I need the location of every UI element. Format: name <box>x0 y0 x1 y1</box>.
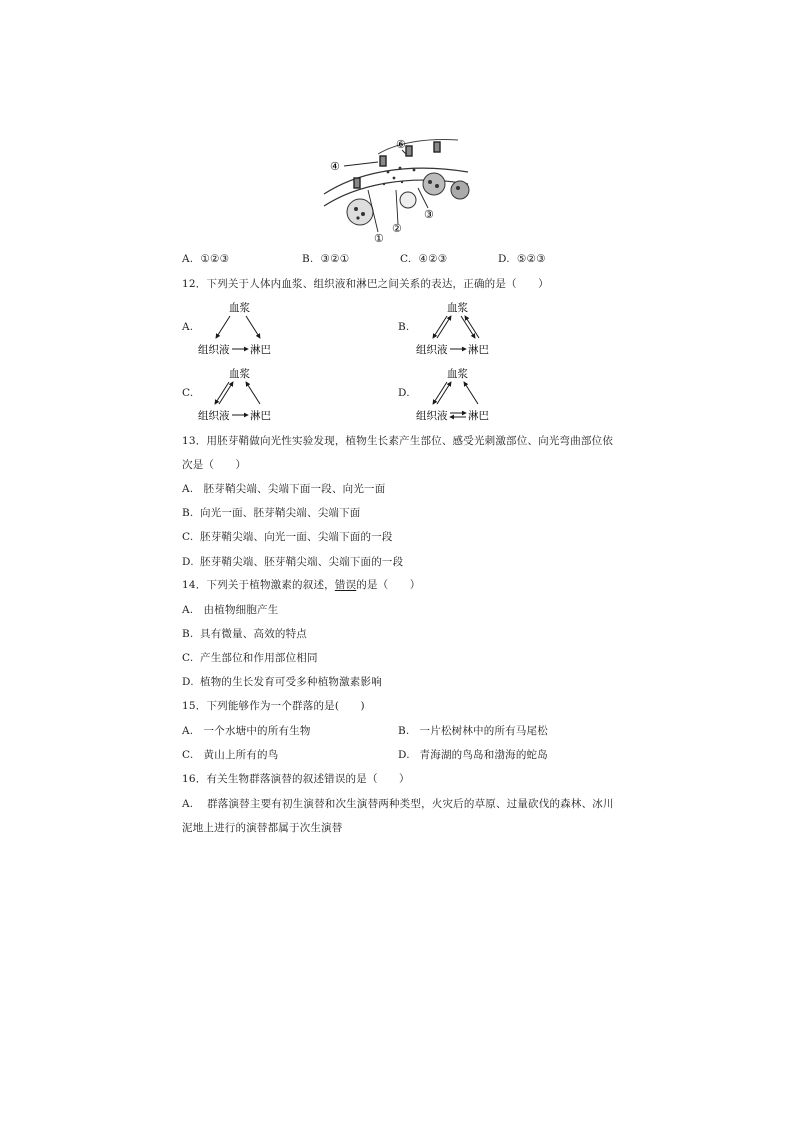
marker-4: ④ <box>330 160 340 173</box>
q13-stem-line2: 次是（ ） <box>182 459 247 471</box>
q14-option-a: A. 由植物细胞产生 <box>182 604 279 616</box>
q12-b-tissue-fluid: 组织液 <box>416 344 448 356</box>
q12-option-d-letter: D. <box>398 387 410 399</box>
q12-option-c-letter: C. <box>182 387 194 399</box>
q12-d-tissue-fluid: 组织液 <box>416 410 448 422</box>
q15-option-b: B. 一片松树林中的所有马尾松 <box>398 725 548 737</box>
marker-1: ① <box>374 232 384 244</box>
q12-stem: 12．下列关于人体内血浆、组织液和淋巴之间关系的表达，正确的是（ ） <box>182 278 549 290</box>
q11-option-b: B. ③②① <box>302 253 350 265</box>
q12-a-tissue-fluid: 组织液 <box>198 344 230 356</box>
synapse-figure <box>318 132 470 244</box>
q12-b-plasma: 血浆 <box>447 302 468 314</box>
q12-diagram-d <box>414 364 504 426</box>
marker-2: ② <box>392 222 402 235</box>
q12-diagram-c <box>196 364 286 426</box>
q12-c-tissue-fluid: 组织液 <box>198 410 230 422</box>
q12-option-a-letter: A. <box>182 321 194 333</box>
q12-c-plasma: 血浆 <box>229 368 250 380</box>
q12-d-lymph: 淋巴 <box>468 410 489 422</box>
q16-stem: 16．有关生物群落演替的叙述错误的是（ ） <box>182 773 410 785</box>
q12-d-plasma: 血浆 <box>447 368 468 380</box>
q12-c-lymph: 淋巴 <box>250 410 271 422</box>
q11-option-d: D. ⑤②③ <box>498 253 546 265</box>
q12-diagram-b <box>414 298 504 360</box>
q14-option-b: B. 具有微量、高效的特点 <box>182 628 307 640</box>
q13-option-a: A. 胚芽鞘尖端、尖端下面一段、向光一面 <box>182 483 386 495</box>
q14-option-d: D. 植物的生长发育可受多种植物激素影响 <box>182 676 382 688</box>
q12-a-lymph: 淋巴 <box>250 344 271 356</box>
q13-option-d: D. 胚芽鞘尖端、胚芽鞘尖端、尖端下面的一段 <box>182 556 404 568</box>
q13-option-c: C. 胚芽鞘尖端、向光一面、尖端下面的一段 <box>182 531 393 543</box>
q12-a-plasma: 血浆 <box>229 302 250 314</box>
q11-option-a: A. ①②③ <box>182 253 230 265</box>
q15-option-c: C. 黄山上所有的鸟 <box>182 749 279 761</box>
q12-option-b-letter: B. <box>398 321 410 333</box>
q15-option-d: D. 青海湖的鸟岛和渤海的蛇岛 <box>398 749 548 761</box>
q16-option-a-line1: A. 群落演替主要有初生演替和次生演替两种类型，火灾后的草原、过量砍伐的森林、冰川 <box>182 798 614 810</box>
marker-6: ⑥ <box>396 138 406 151</box>
q14-option-c: C. 产生部位和作用部位相同 <box>182 652 318 664</box>
q12-b-lymph: 淋巴 <box>468 344 489 356</box>
q13-option-b: B. 向光一面、胚芽鞘尖端、尖端下面 <box>182 507 361 519</box>
q13-stem-line1: 13．用胚芽鞘做向光性实验发现，植物生长素产生部位、感受光刺激部位、向光弯曲部位依 <box>182 435 614 447</box>
q16-option-a-line2: 泥地上进行的演替都属于次生演替 <box>182 822 343 834</box>
q11-option-c: C. ④②③ <box>400 253 448 265</box>
q12-diagram-a <box>196 298 286 360</box>
q14-stem: 14．下列关于植物激素的叙述，错误的是（ ） <box>182 579 421 591</box>
q14-underlined-word: 错误 <box>334 579 357 591</box>
q15-stem: 15．下列能够作为一个群落的是( ) <box>182 700 365 712</box>
q15-option-a: A. 一个水塘中的所有生物 <box>182 725 311 737</box>
marker-3: ③ <box>424 208 434 221</box>
